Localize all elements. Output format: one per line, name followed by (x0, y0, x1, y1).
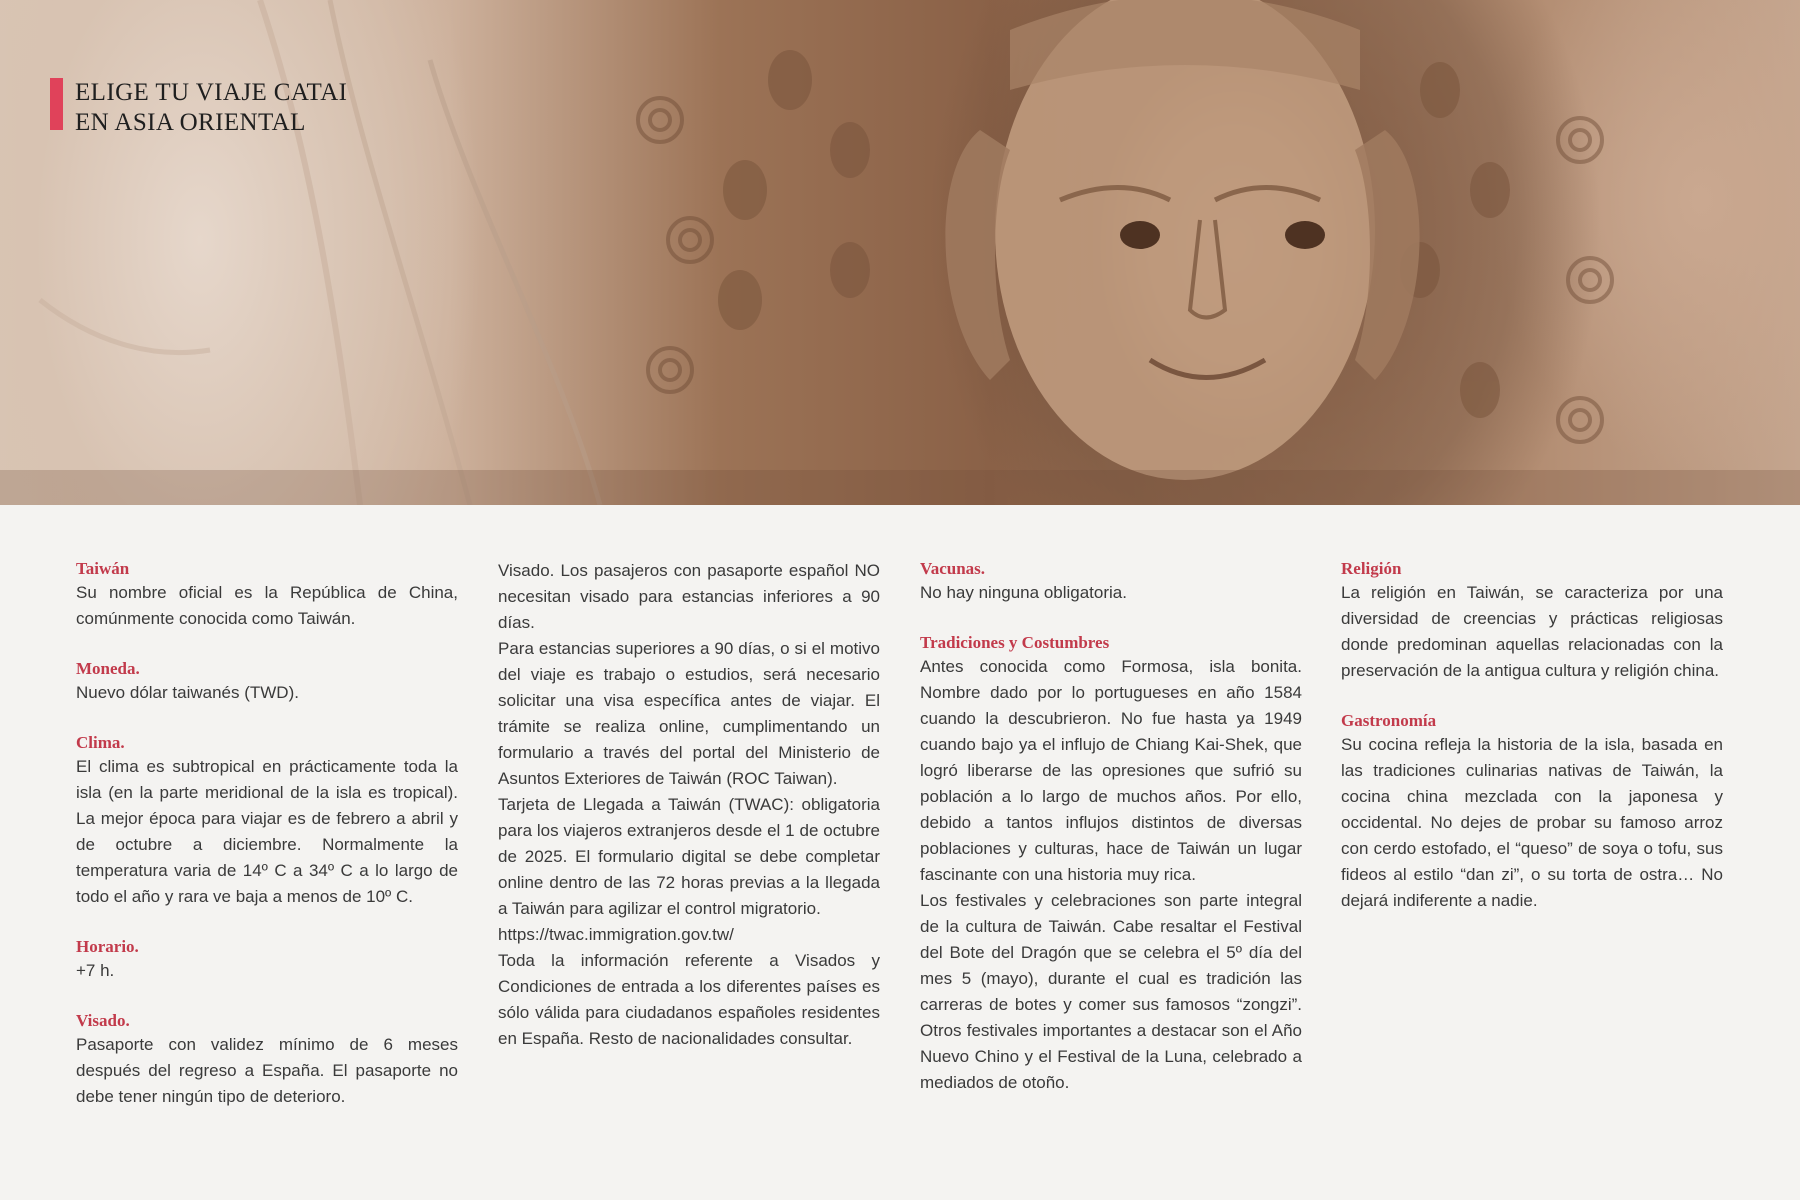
hero-photo (0, 0, 1800, 505)
title-accent-bar (50, 78, 63, 130)
visa-paragraph: Para estancias superiores a 90 días, o si el motivo del viaje es trabajo o estudios, será necesario solicitar una visa específica antes de viajar. El trámite se realiza online, cumplimentando un formulario a través del portal del Ministerio de Asuntos Exteriores de Taiwán (ROC Taiwan). (498, 639, 880, 788)
section-heading: Horario. (76, 937, 139, 956)
section-horario (76, 936, 458, 984)
section-body: La religión en Taiwán, se caracteriza por una diversidad de creencias y prácticas religiosas donde predominan aquellas relacionadas con la preservación de la antigua cultura y religión china. (1341, 583, 1723, 680)
visa-paragraph: Visado. Los pasajeros con pasaporte español NO necesitan visado para estancias inferiores a 90 días. (498, 561, 880, 632)
section-clima (76, 732, 458, 910)
twac-paragraph: Tarjeta de Llegada a Taiwán (TWAC): obligatoria para los viajeros extranjeros desde el 1 de octubre de 2025. El formulario digital se debe completar online dentro de las 72 horas previas a la llegada a Taiwán para agilizar el control migratorio. (498, 795, 880, 918)
column-1 (76, 558, 458, 1136)
buddha-statue-illustration (0, 0, 1800, 505)
column-3 (920, 558, 1302, 1122)
section-tradiciones (920, 632, 1302, 1096)
section-body: No hay ninguna obligatoria. (920, 583, 1127, 602)
section-visado (76, 1010, 458, 1110)
section-gastronomia (1341, 710, 1723, 914)
section-heading: Taiwán (76, 559, 130, 578)
twac-link[interactable]: https://twac.immigration.gov.tw/ (498, 925, 734, 944)
section-taiwan (76, 558, 458, 632)
section-heading: Religión (1341, 559, 1402, 578)
section-body: Nuevo dólar taiwanés (TWD). (76, 683, 299, 702)
section-body: +7 h. (76, 961, 115, 980)
section-body: Pasaporte con validez mínimo de 6 meses después del regreso a España. El pasaporte no debe tener ningún tipo de deterioro. (76, 1035, 458, 1106)
section-vacunas (920, 558, 1302, 606)
section-heading: Tradiciones y Costumbres (920, 633, 1110, 652)
section-moneda (76, 658, 458, 706)
section-heading: Clima. (76, 733, 125, 752)
section-heading: Vacunas. (920, 559, 986, 578)
page-title (50, 78, 347, 138)
title-line-1: ELIGE TU VIAJE CATAI (75, 79, 348, 106)
title-line-2: EN ASIA ORIENTAL (75, 109, 306, 136)
column-2-visa-details (498, 558, 880, 1052)
section-heading: Moneda. (76, 659, 140, 678)
section-body: El clima es subtropical en prácticamente toda la isla (en la parte meridional de la isla es tropical). La mejor época para viajar es de febrero a abril y de octubre a diciembre. Normalmente la temperatura varia de 14º C a 34º C a lo largo de todo el año y rara ve baja a menos de 10º C. (76, 757, 458, 906)
section-heading: Gastronomía (1341, 711, 1437, 730)
section-body-2: Los festivales y celebraciones son parte integral de la cultura de Taiwán. Cabe resaltar el Festival del Bote del Dragón que se celebra el 5º día del mes 5 (mayo), durante el cual es tradición las carreras de botes y comer sus famosos “zongzi”. Otros festivales importantes a destacar son el Año Nuevo Chino y el Festival de la Luna, celebrado a mediados de otoño. (920, 891, 1302, 1092)
section-religion (1341, 558, 1723, 684)
disclaimer-paragraph: Toda la información referente a Visados y Condiciones de entrada a los diferentes países es sólo válida para ciudadanos españoles residentes en España. Resto de nacionalidades consultar. (498, 951, 880, 1048)
section-heading: Visado. (76, 1011, 130, 1030)
section-body: Su cocina refleja la historia de la isla, basada en las tradiciones culinarias nativas de Taiwán, la cocina china mezclada con la japonesa y occidental. No dejes de probar su famoso arroz con cerdo estofado, el “queso” de soya o tofu, sus fideos al estilo “dan zi”, o su torta de ostra… No dejará indiferente a nadie. (1341, 735, 1723, 910)
section-body: Antes conocida como Formosa, isla bonita. Nombre dado por lo portugueses en año 1584 cuando la descubrieron. No fue hasta ya 1949 cuando bajo ya el influjo de Chiang Kai-Shek, que logró liberarse de las opresiones que sufrió su población a lo largo de muchos años. Por ello, debido a tantos influjos distintos de diversas poblaciones y culturas, hace de Taiwán un lugar fascinante con una historia muy rica. (920, 657, 1302, 884)
section-body: Su nombre oficial es la República de China, comúnmente conocida como Taiwán. (76, 583, 458, 628)
column-4 (1341, 558, 1723, 940)
